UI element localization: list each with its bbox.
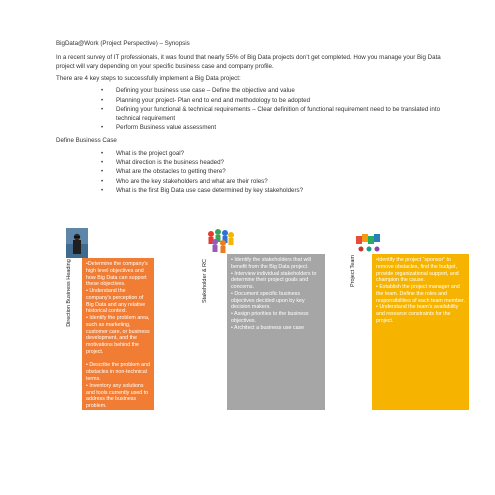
- step-item: • Defining your business use case – Define the objective and value: [116, 87, 446, 95]
- panel-stakeholder: [227, 254, 325, 410]
- question-item: • What is the project goal?: [116, 150, 446, 158]
- panel-project-team: [372, 254, 469, 410]
- doc-title: BigData@Work (Project Perspective) – Synopsis: [56, 40, 190, 47]
- panel-line: • Document specific business objectives decided upon by key decision makers.: [231, 290, 307, 311]
- section-heading: Define Business Case: [56, 137, 117, 145]
- question-item: • Who are the key stakeholders and what are their roles?: [116, 178, 446, 186]
- steps-list: [56, 87, 446, 132]
- col-label-project-team: Project Team: [350, 255, 356, 287]
- panel-line: • Architect a business use case: [231, 324, 305, 331]
- panel-line: • Establish the project manager and the team. Define the roles and responsibilities of each team member.: [376, 284, 465, 304]
- col-label-stakeholder: Stakeholder & RC: [202, 258, 208, 304]
- document-body: [56, 40, 446, 200]
- questions-list: [56, 150, 446, 196]
- panel-line: • Describe the problem and obstacles in non-technical terms.: [86, 362, 152, 383]
- panel-line: • Assign priorities to the business objectives.: [231, 311, 311, 324]
- question-item: • What direction is the business headed?: [116, 159, 446, 167]
- panel-line: • Identify the problem area, such as marketing, customer care, or business development, and the motivations behind the project.: [86, 315, 152, 355]
- step-item: • Perform Business value assessment: [116, 124, 446, 132]
- people-group-icon: [205, 226, 235, 254]
- team-letters-icon: [356, 232, 382, 256]
- question-item: • What are the obstacles to getting there?: [116, 168, 446, 176]
- panel-line: •Determine the company's high level objectives and how Big Data can support these objectives.: [86, 261, 150, 288]
- question-item: • What is the first Big Data use case determined by key stakeholders?: [116, 187, 446, 195]
- panel-line: [86, 356, 151, 363]
- col-label-direction: Direction Business Heading: [66, 259, 72, 327]
- panel-line: • Navigate the process for initiating new projects and implementing solutions.: [86, 430, 149, 450]
- panel-direction: [82, 258, 154, 450]
- panel-line: • Interview individual stakeholders to determine their project goals and concerns.: [231, 270, 318, 291]
- step-item: • Planning your project- Plan end to end and methodology to be adopted: [116, 97, 446, 105]
- panel-line: •Identify the project “sponsor” to remove obstacles, find the budget, provide organizational support, and champion the cause.: [376, 257, 461, 284]
- panel-line: • Identify the stakeholders that will benefit from the Big Data project.: [231, 257, 313, 270]
- panel-line: • Understand the team's availability and resource constraints for the project.: [376, 304, 460, 324]
- doc-intro: In a recent survey of IT professionals, it was found that nearly 55% of Big Data projects don’t get completed. How you manage your Big Data project will vary depending on your specific business case and company profile.: [56, 54, 441, 70]
- panel-line: • Weigh the advantages and disadvantages of the current solutions.: [86, 409, 147, 430]
- steps-intro: There are 4 key steps to successfully implement a Big Data project:: [56, 75, 241, 83]
- step-item: • Defining your functional & technical requirements – Clear definition of functional requirement need to be translated into technical requirement: [116, 106, 446, 123]
- panel-line: • Inventory any solutions and tools currently used to address the business problem.: [86, 382, 150, 410]
- panel-line: • Understand the company's perception of Big Data and any relative historical context.: [86, 288, 147, 315]
